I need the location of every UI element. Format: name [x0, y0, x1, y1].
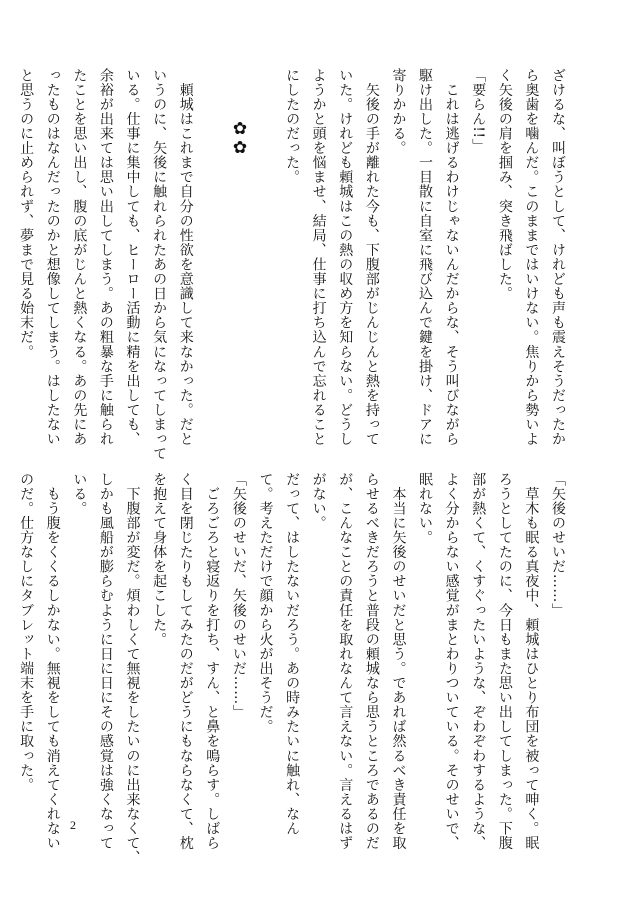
section-break-ornament	[226, 120, 254, 164]
text-line: が、こんなことの責任を取れなんて言えない。言えるはず	[337, 472, 354, 851]
text-line: く矢後の肩を掴み、突き飛ばした。	[496, 68, 513, 301]
text-line: ろうとしてたのに、今日もまた思い出してしまった。下腹	[496, 472, 513, 851]
text-line: と思うのに止められず、夢まで見る始末だ。	[18, 68, 35, 359]
text-line: これは逃げるわけじゃないんだからな、そう叫びながら	[443, 68, 460, 447]
text-line: 駆け出した。一目散に自室に飛び込んで鍵を掛け、ドアに	[417, 68, 434, 447]
text-line: 眠れない。	[417, 472, 434, 545]
text-line	[252, 68, 279, 398]
text-line: 「矢後のせいだ、矢後のせいだ……」	[230, 472, 247, 720]
text-line: よく分からない感覚がまとわりついている。そのせいで、	[443, 472, 460, 851]
text-block-bottom	[13, 472, 571, 865]
text-line: を抱えて身体を起こした。	[151, 472, 168, 647]
text-line: 本当に矢後のせいだと思う。であれば然るべき責任を取	[390, 472, 407, 851]
text-line: いる。仕事に集中しても、ヒーロー活動に精を出しても、	[124, 68, 141, 447]
text-line: らせるべきだろうと普段の頼城なら思うところであるのだ	[363, 472, 380, 851]
text-line: 「要らん!!」	[470, 68, 487, 154]
text-block-top	[13, 68, 571, 461]
text-line: く目を閉じたりもしてみたのだがどうにもならなくて、枕	[177, 472, 194, 851]
text-line: たことを思い出し、腹の底がじんと熱くなる。あの先にあ	[71, 68, 88, 447]
text-line: 下腹部が変だ。煩わしくて無視をしたいのに出来なくて、	[124, 472, 141, 865]
text-line: ざけるな、叫ぼうとして、けれども声も震えそうだったか	[550, 68, 566, 447]
text-line: 「矢後のせいだ……」	[550, 472, 566, 618]
text-line: ごろごろと寝返りを打ち、すん、と鼻を鳴らす。しばら	[204, 472, 221, 851]
text-line: 余裕が出来ては思い出してしまう。あの粗暴な手に触られ	[97, 68, 114, 447]
text-line: だって、はしたないだろう。あの時みたいに触れ、なん	[284, 472, 301, 836]
text-line: 矢後の手が離れた今も、下腹部がじんじんと熱を持って	[363, 68, 380, 447]
text-line: しかも風船が膨らむように日に日にその感覚は強くなって	[97, 472, 114, 851]
text-line	[225, 68, 252, 398]
text-line: がない。	[310, 472, 327, 531]
text-line: いる。	[71, 472, 88, 516]
text-line: いた。けれども頼城はこの熱の収め方を知らない。どうし	[337, 68, 354, 447]
text-line	[199, 68, 226, 398]
ornament-glyph-bottom: ✿	[232, 138, 248, 158]
ornament-glyph-top: ✿	[232, 119, 248, 139]
text-line: にしたのだった。	[284, 68, 301, 185]
text-line: 草木も眠る真夜中、頼城はひとり布団を被って呻く。眠	[523, 472, 540, 851]
text-line: ったものはなんだったのかと想像してしまう。はしたない	[44, 68, 61, 447]
text-line: いうのに、矢後に触れられたあの日から気になってしまって	[151, 68, 168, 461]
text-line: 部が熱くて、くすぐったいような、ぞわぞわするような、	[470, 472, 487, 851]
text-line: もう腹をくくるしかない。無視をしても消えてくれない	[44, 472, 61, 851]
page-number: 2	[70, 818, 76, 832]
text-line: のだ。仕方なしにタブレット端末を手に取った。	[18, 472, 35, 793]
text-line: ら奥歯を噛んだ。このままではいけない。焦りから勢いよ	[523, 68, 540, 447]
text-line: 頼城はこれまで自分の性欲を意識して来なかった。だと	[177, 68, 194, 447]
text-line: 寄りかかる。	[390, 68, 407, 156]
text-line: て。考えただけで顔から火が出そうだ。	[257, 472, 274, 734]
text-line: ようかと頭を悩ませ、結局、仕事に打ち込んで忘れること	[310, 68, 327, 447]
